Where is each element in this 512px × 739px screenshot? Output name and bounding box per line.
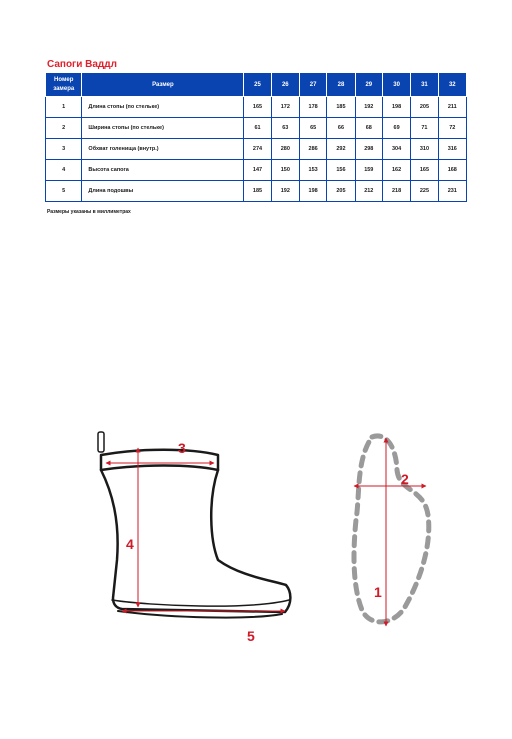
row-number: 2 xyxy=(46,118,82,139)
row-value: 192 xyxy=(355,97,382,118)
row-value: 178 xyxy=(299,97,326,118)
header-number: Номер замера xyxy=(46,73,82,97)
row-value: 72 xyxy=(438,118,466,139)
row-value: 205 xyxy=(327,181,355,202)
header-size: 26 xyxy=(271,73,299,97)
row-name: Высота сапога xyxy=(82,160,244,181)
row-value: 71 xyxy=(411,118,438,139)
header-size: 27 xyxy=(299,73,326,97)
row-value: 292 xyxy=(327,139,355,160)
row-value: 159 xyxy=(355,160,382,181)
row-value: 286 xyxy=(299,139,326,160)
row-value: 310 xyxy=(411,139,438,160)
row-value: 63 xyxy=(271,118,299,139)
row-name: Обхват голенища (внутр.) xyxy=(82,139,244,160)
header-size: 28 xyxy=(327,73,355,97)
row-value: 185 xyxy=(244,181,271,202)
boot-cuff xyxy=(101,450,218,470)
row-value: 304 xyxy=(382,139,410,160)
header-name: Размер xyxy=(82,73,244,97)
page-title: Сапоги Ваддл xyxy=(47,59,117,70)
row-value: 218 xyxy=(382,181,410,202)
row-value: 165 xyxy=(411,160,438,181)
header-size: 25 xyxy=(244,73,271,97)
label-3: 3 xyxy=(178,440,186,456)
row-value: 298 xyxy=(355,139,382,160)
header-size: 32 xyxy=(438,73,466,97)
row-value: 316 xyxy=(438,139,466,160)
row-value: 185 xyxy=(327,97,355,118)
row-number: 3 xyxy=(46,139,82,160)
row-value: 280 xyxy=(271,139,299,160)
row-value: 168 xyxy=(438,160,466,181)
row-value: 153 xyxy=(299,160,326,181)
label-5: 5 xyxy=(247,628,255,644)
row-name: Длина стопы (по стельке) xyxy=(82,97,244,118)
row-value: 205 xyxy=(411,97,438,118)
row-value: 192 xyxy=(271,181,299,202)
row-value: 162 xyxy=(382,160,410,181)
header-size: 31 xyxy=(411,73,438,97)
boot-outline xyxy=(98,432,290,618)
row-number: 1 xyxy=(46,97,82,118)
row-name: Ширина стопы (по стельке) xyxy=(82,118,244,139)
row-value: 65 xyxy=(299,118,326,139)
row-value: 156 xyxy=(327,160,355,181)
insole-outline xyxy=(354,436,429,622)
row-value: 61 xyxy=(244,118,271,139)
row-value: 198 xyxy=(382,97,410,118)
row-value: 68 xyxy=(355,118,382,139)
row-value: 69 xyxy=(382,118,410,139)
label-4: 4 xyxy=(126,536,134,552)
label-1: 1 xyxy=(374,584,382,600)
row-value: 198 xyxy=(299,181,326,202)
boot-sole-line xyxy=(112,600,289,606)
label-2: 2 xyxy=(401,471,409,487)
row-name: Длина подошвы xyxy=(82,181,244,202)
row-value: 211 xyxy=(438,97,466,118)
header-size: 30 xyxy=(382,73,410,97)
row-value: 274 xyxy=(244,139,271,160)
row-value: 231 xyxy=(438,181,466,202)
row-value: 150 xyxy=(271,160,299,181)
row-value: 165 xyxy=(244,97,271,118)
row-value: 225 xyxy=(411,181,438,202)
row-value: 172 xyxy=(271,97,299,118)
row-value: 66 xyxy=(327,118,355,139)
header-size: 29 xyxy=(355,73,382,97)
row-value: 147 xyxy=(244,160,271,181)
row-value: 212 xyxy=(355,181,382,202)
boot-pull-tab xyxy=(98,432,104,452)
units-note: Размеры указаны в миллиметрах xyxy=(47,209,131,215)
row-number: 5 xyxy=(46,181,82,202)
row-number: 4 xyxy=(46,160,82,181)
